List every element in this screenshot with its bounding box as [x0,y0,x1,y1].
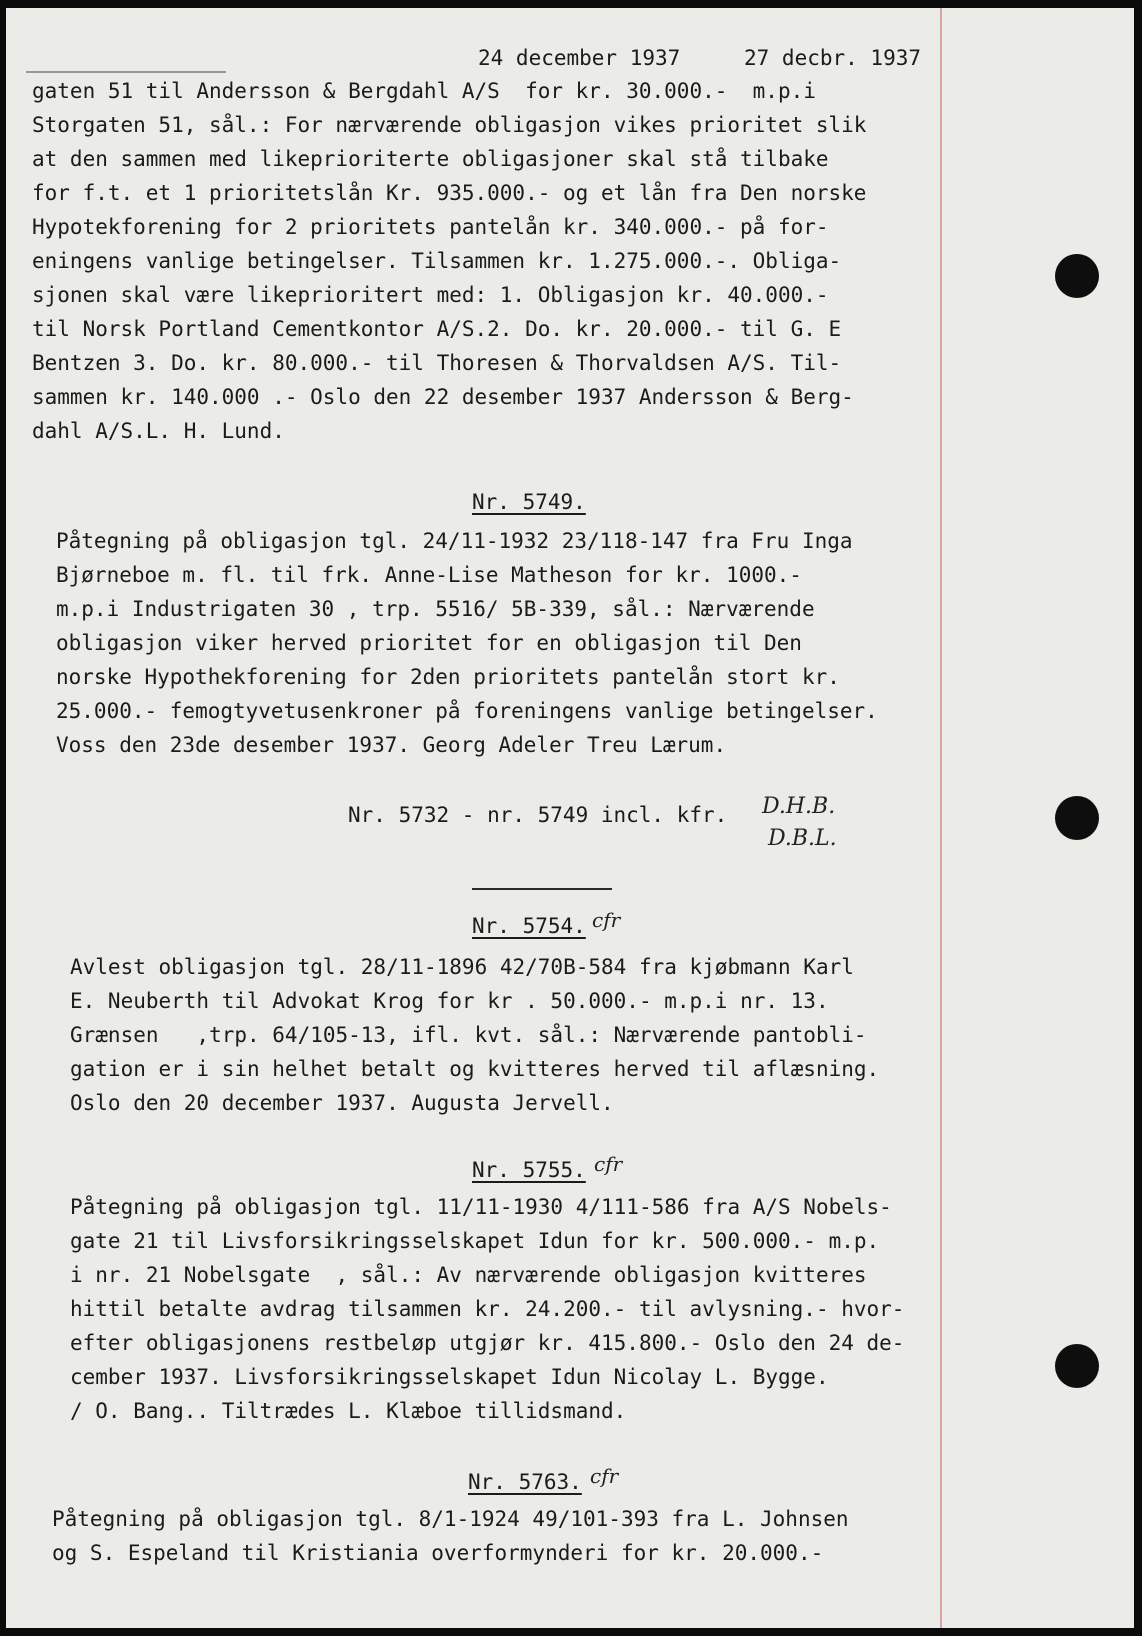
text-line: obligasjon viker herved prioritet for en obligasjon til Den [56,631,802,655]
entry-number: Nr. 5749. [472,490,586,514]
text-line: Voss den 23de desember 1937. Georg Adeler Treu Lærum. [56,733,727,757]
text-line: i nr. 21 Nobelsgate , sål.: Av nærværende obligasjon kvitteres [70,1263,867,1287]
cfr-mark: cfr [592,908,621,932]
text-line: og S. Espeland til Kristiania overformynderi for kr. 20.000.- [52,1541,824,1565]
text-line: sammen kr. 140.000 .- Oslo den 22 desember 1937 Andersson & Berg- [32,385,854,409]
separator-rule [472,888,612,890]
text-line: at den sammen med likeprioriterte obligasjoner skal stå tilbake [32,147,829,171]
margin-line [940,8,942,1628]
initials-signature: D.H.B. [762,794,836,819]
text-line: gaten 51 til Andersson & Bergdahl A/S for kr. 30.000.- m.p.i [32,79,816,103]
summary-line: Nr. 5732 - nr. 5749 incl. kfr. [348,803,728,827]
header-rule [26,71,226,73]
cfr-mark: cfr [594,1152,623,1176]
text-line: gation er i sin helhet betalt og kvitteres herved til aflæsning. [70,1057,880,1081]
punch-hole [1055,796,1099,840]
header-date-left: 24 december 1937 [478,46,681,70]
text-line: cember 1937. Livsforsikringsselskapet Idun Nicolay L. Bygge. [70,1365,829,1389]
text-line: til Norsk Portland Cementkontor A/S.2. Do. kr. 20.000.- til G. E [32,317,842,341]
text-line: norske Hypothekforening for 2den prioritets pantelån stort kr. [56,665,840,689]
cfr-mark: cfr [590,1464,619,1488]
punch-hole [1055,1344,1099,1388]
text-line: / O. Bang.. Tiltrædes L. Klæboe tillidsmand. [70,1399,627,1423]
text-line: Grænsen ,trp. 64/105-13, ifl. kvt. sål.: Nærværende pantobli- [70,1023,867,1047]
initials-signature: D.B.L. [768,826,837,851]
text-line: efter obligasjonens restbeløp utgjør kr. 415.800.- Oslo den 24 de- [70,1331,905,1355]
text-line: m.p.i Industrigaten 30 , trp. 5516/ 5B-339, sål.: Nærværende [56,597,815,621]
text-line: sjonen skal være likeprioritert med: 1. Obligasjon kr. 40.000.- [32,283,829,307]
text-line: gate 21 til Livsforsikringsselskapet Idun for kr. 500.000.- m.p. [70,1229,880,1253]
text-line: Bentzen 3. Do. kr. 80.000.- til Thoresen & Thorvaldsen A/S. Til- [32,351,842,375]
entry-number: Nr. 5755. [472,1158,586,1182]
text-line: eningens vanlige betingelser. Tilsammen kr. 1.275.000.-. Obliga- [32,249,842,273]
text-line: Storgaten 51, sål.: For nærværende obligasjon vikes prioritet slik [32,113,867,137]
text-line: Påtegning på obligasjon tgl. 11/11-1930 4/111-586 fra A/S Nobels- [70,1195,892,1219]
text-line: Påtegning på obligasjon tgl. 8/1-1924 49/101-393 fra L. Johnsen [52,1507,849,1531]
text-line: Oslo den 20 december 1937. Augusta Jervell. [70,1091,614,1115]
text-line: Påtegning på obligasjon tgl. 24/11-1932 23/118-147 fra Fru Inga [56,529,853,553]
header-date-right: 27 decbr. 1937 [744,46,922,70]
entry-number: Nr. 5763. [468,1470,582,1494]
document-page [6,8,1134,1628]
text-line: Avlest obligasjon tgl. 28/11-1896 42/70B-584 fra kjøbmann Karl [70,955,854,979]
text-line: Bjørneboe m. fl. til frk. Anne-Lise Matheson for kr. 1000.- [56,563,802,587]
text-line: 25.000.- femogtyvetusenkroner på foreningens vanlige betingelser. [56,699,878,723]
text-line: for f.t. et 1 prioritetslån Kr. 935.000.- og et lån fra Den norske [32,181,867,205]
text-line: dahl A/S.L. H. Lund. [32,419,285,443]
text-line: hittil betalte avdrag tilsammen kr. 24.200.- til avlysning.- hvor- [70,1297,905,1321]
text-line: E. Neuberth til Advokat Krog for kr . 50.000.- m.p.i nr. 13. [70,989,829,1013]
punch-hole [1055,254,1099,298]
text-line: Hypotekforening for 2 prioritets pantelån kr. 340.000.- på for- [32,215,829,239]
entry-number: Nr. 5754. [472,914,586,938]
